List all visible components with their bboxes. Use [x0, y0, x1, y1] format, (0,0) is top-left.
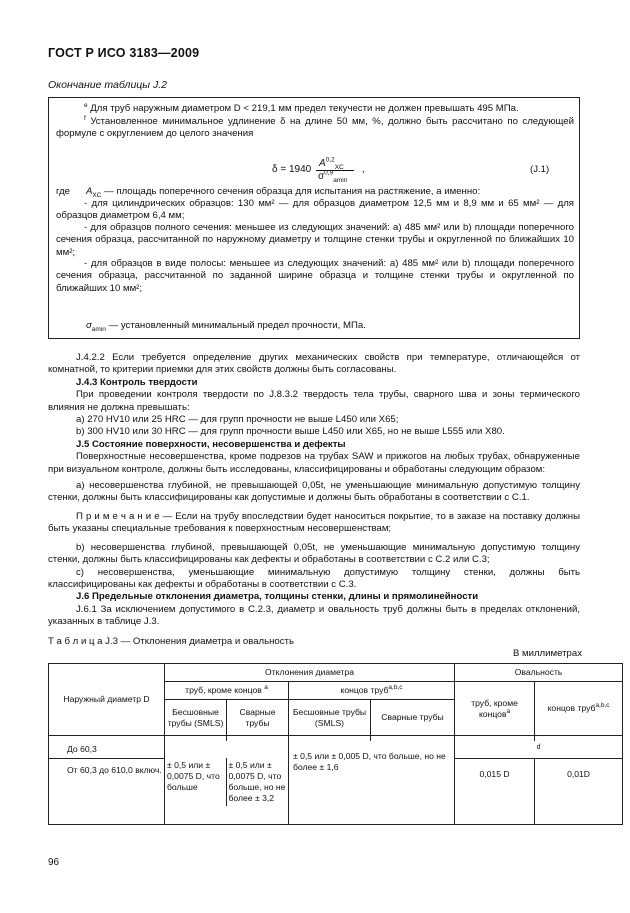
- table-unit: В миллиметрах: [512, 648, 582, 659]
- header-diameter-deviation: Отклонения диаметра: [165, 664, 455, 682]
- heading-j43: J.4.3 Контроль твердости: [76, 376, 198, 388]
- page-number: 96: [48, 857, 60, 868]
- heading-j5: J.5 Состояние поверхности, несовершенства и дефекты: [76, 438, 346, 450]
- list-item-surface-a: a) несовершенства глубиной, не превышающей 0,05t, не уменьшающие минимальную допустимую толщину стенки, должны быть классифицированы как допустимые и должны быть обработаны в соответствии с C.1.: [48, 480, 580, 504]
- header-ovality-ends: концов труб$^{a,b,c}$: [535, 682, 623, 736]
- list-item-surface-c: c) несовершенства, уменьшающие минимальную допустимую толщину стенки, должны быть классифицированы как дефекты и обработаны в соответствии с C.3.: [48, 566, 580, 590]
- axc-definition: $A_{XC}$ — площадь поперечного сечения образца для испытания на растяжение, а именно:: [86, 186, 481, 199]
- cell-ends-deviation: ± 0,5 или ± 0,005 D, что больше, но не более ± 1,6: [289, 741, 455, 825]
- header-pipes-except-ends: труб, кроме концов $^a$: [165, 682, 289, 700]
- header-ovality: Овальность: [455, 664, 623, 682]
- cell-ovality-except-ends: 0,015 D: [455, 759, 535, 825]
- axc-full-section: - для образцов полного сечения: меньшее из следующих значений: а) 485 мм² или b) площади поперечного сечения образца, рассчитанной по наружному диаметру и толщине стенки трубы и округленной по ближайших 10 мм²;: [56, 222, 574, 258]
- paragraph-j422: J.4.2.2 Если требуется определение других механических свойств при температуре, отличающейся от комнатной, то критерии приемки для этих свойств должны быть согласованы.: [48, 352, 580, 376]
- footnote-e: $^e$ Для труб наружным диаметром D < 219,1 мм предел текучести не должен превышать 495 МПа.: [84, 101, 519, 114]
- header-smls-ends-except: Бесшовные трубы (SMLS): [165, 700, 227, 736]
- header-welded-ends-except: Сварные трубы: [227, 700, 289, 736]
- list-item-hardness-b: b) 300 HV10 или 30 HRC — для групп прочности выше L450 или X65, но не выше L555 или X80.: [76, 426, 505, 438]
- where-label: где: [56, 186, 71, 197]
- formula-number: (J.1): [530, 164, 550, 175]
- header-ovality-except-ends: труб, кроме концов$^a$: [455, 682, 535, 736]
- sigma-definition: $\sigma_{amin}$ — установленный минимальный предел прочности, МПа.: [86, 320, 366, 333]
- footnote-f: $^f$ Установленное минимальное удлинение δ на длине 50 мм, %, должно быть рассчитано по следующей формуле с округлением до целого значения: [56, 114, 574, 140]
- table-j3: [48, 663, 623, 825]
- axc-cylindrical: - для цилиндрических образцов: 130 мм² — для образцов диаметром 12,5 мм и 8,9 мм и 65 мм² — для образцов диаметром 6,4 мм;: [56, 198, 574, 222]
- note-coating: П р и м е ч а н и е — Если на трубу впоследствии будет наноситься покрытие, то в заказе на поставку должны быть указаны специальные требования к поверхностным несовершенствам;: [48, 510, 581, 535]
- cell-ovality-ends: 0,01D: [535, 759, 623, 825]
- header-smls-ends: Бесшовные трубы (SMLS): [289, 700, 371, 736]
- row-60-to-610: От 60,3 до 610,0 включ.: [49, 759, 165, 825]
- formula-denominator: $\sigma^{0,9}_{amin}$: [318, 169, 348, 184]
- cell-smls-welded-values: [165, 741, 289, 825]
- list-item-hardness-a: a) 270 HV10 или 25 HRC — для групп прочности не выше L450 или X65;: [76, 414, 399, 426]
- list-item-surface-b: b) несовершенства глубиной, превышающей 0,05t, не уменьшающие минимальную допустимую толщину стенки, должны быть классифицированы как дефекты и обработаны в соответствии с C.2 или C.3;: [48, 541, 580, 566]
- table-caption: Т а б л и ц а J.3 — Отклонения диаметра и овальность: [48, 636, 294, 647]
- paragraph-surface: Поверхностные несовершенства, кроме подрезов на трубах SAW и прижогов на любых трубах, обнаруженные при визуальном контроле, должны быть исследованы, классифицированы и обработаны следующим образом:: [48, 451, 580, 475]
- cell-ovality-note: d: [455, 741, 623, 759]
- row-up-to-60: До 60,3: [49, 741, 165, 759]
- table-continuation-label: Окончание таблицы J.2: [48, 79, 167, 91]
- paragraph-j61: J.6.1 За исключением допустимого в C.2.3, диаметр и овальность труб должны быть в пределах отклонений, указанных в таблице J.3.: [48, 603, 580, 628]
- cell-smls-deviation: ± 0,5 или ± 0,0075 D, что больше: [165, 758, 227, 806]
- heading-j6: J.6 Предельные отклонения диаметра, толщины стенки, длины и прямолинейности: [76, 591, 479, 603]
- body-section: [48, 352, 580, 629]
- header-outer-diameter: Наружный диаметр D: [49, 664, 165, 736]
- document-header: ГОСТ Р ИСО 3183—2009: [48, 46, 200, 60]
- paragraph-hardness: При проведении контроля твердости по J.8.3.2 твердость тела трубы, сварного шва и зоны термического влияния не должна превышать:: [48, 389, 580, 413]
- axc-strip: - для образцов в виде полосы: меньшее из следующих значений: а) 485 мм² или b) площади поперечного сечения образца, рассчитанной по заданной ширине образца и толщине стенки трубы и округленной по ближайших 10 мм²;: [56, 258, 574, 294]
- header-welded-ends: Сварные трубы: [371, 700, 455, 736]
- cell-welded-deviation: ± 0,5 или ± 0,0075 D, что больше, но не более ± 3,2: [228, 760, 286, 804]
- header-pipe-ends: концов труб$^{a,b,c}$: [289, 682, 455, 700]
- formula-numerator: A$^{0,2}_{XC}$: [319, 156, 344, 171]
